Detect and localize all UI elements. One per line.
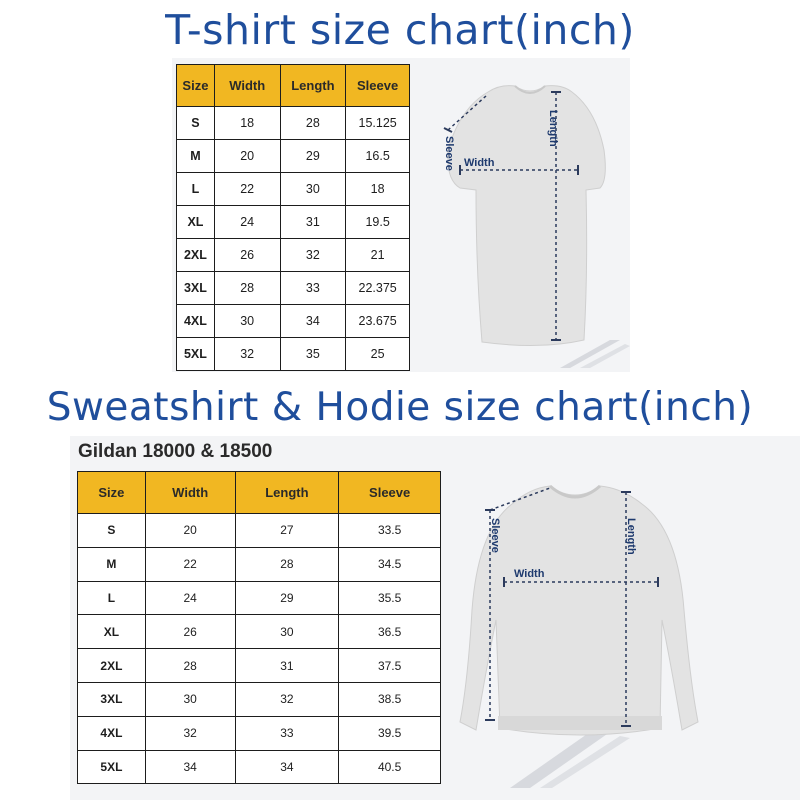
width-cell: 20: [145, 514, 235, 548]
table-row: [78, 750, 441, 784]
width-cell: 24: [214, 206, 280, 239]
width-cell: 28: [145, 649, 235, 683]
table-row: [177, 338, 410, 371]
length-cell: 34: [235, 750, 339, 784]
sleeve-cell: 37.5: [339, 649, 441, 683]
sleeve-cell: 22.375: [346, 272, 410, 305]
length-cell: 31: [280, 206, 346, 239]
table-row: [177, 239, 410, 272]
table-header-row: [78, 472, 441, 514]
table-row: [78, 716, 441, 750]
stripe-decoration: [510, 732, 630, 788]
width-label: Width: [464, 157, 495, 169]
size-cell: 3XL: [78, 682, 146, 716]
header-sleeve: Sleeve: [346, 65, 410, 107]
sleeve-cell: 34.5: [339, 547, 441, 581]
table-row: [177, 305, 410, 338]
sleeve-cell: 21: [346, 239, 410, 272]
table-row: [78, 547, 441, 581]
table-row: [177, 173, 410, 206]
width-label: Width: [514, 568, 545, 580]
tshirt-measurement-diagram: [420, 70, 630, 370]
sleeve-cell: 16.5: [346, 140, 410, 173]
length-cell: 32: [235, 682, 339, 716]
width-cell: 20: [214, 140, 280, 173]
sweatshirt-measurement-diagram: [450, 470, 750, 790]
table-row: [78, 649, 441, 683]
size-cell: XL: [78, 615, 146, 649]
width-cell: 32: [145, 716, 235, 750]
length-cell: 29: [280, 140, 346, 173]
sleeve-cell: 38.5: [339, 682, 441, 716]
width-cell: 26: [214, 239, 280, 272]
stripe-decoration: [560, 340, 630, 368]
length-cell: 27: [235, 514, 339, 548]
sleeve-cell: 18: [346, 173, 410, 206]
width-cell: 34: [145, 750, 235, 784]
width-cell: 24: [145, 581, 235, 615]
header-size: Size: [78, 472, 146, 514]
width-cell: 32: [214, 338, 280, 371]
header-length: Length: [235, 472, 339, 514]
size-cell: S: [78, 514, 146, 548]
length-label: Length: [625, 518, 637, 555]
size-cell: M: [78, 547, 146, 581]
sleeve-cell: 35.5: [339, 581, 441, 615]
sleeve-label: Sleeve: [443, 136, 455, 171]
width-cell: 26: [145, 615, 235, 649]
table-row: [78, 581, 441, 615]
table-row: [177, 272, 410, 305]
sleeve-cell: 39.5: [339, 716, 441, 750]
sleeve-cell: 40.5: [339, 750, 441, 784]
sleeve-label: Sleeve: [489, 518, 501, 553]
tshirt-illustration: [448, 86, 606, 346]
table-row: [177, 206, 410, 239]
table-row: [177, 107, 410, 140]
table-row: [78, 514, 441, 548]
width-cell: 30: [214, 305, 280, 338]
size-cell: M: [177, 140, 215, 173]
length-cell: 30: [235, 615, 339, 649]
size-cell: 5XL: [177, 338, 215, 371]
width-cell: 28: [214, 272, 280, 305]
length-cell: 33: [235, 716, 339, 750]
tshirt-chart-title: T-shirt size chart(inch): [165, 6, 635, 54]
size-cell: 4XL: [78, 716, 146, 750]
width-cell: 22: [214, 173, 280, 206]
size-cell: 4XL: [177, 305, 215, 338]
sleeve-cell: 19.5: [346, 206, 410, 239]
length-cell: 28: [280, 107, 346, 140]
sweatshirt-chart-title: Sweatshirt & Hodie size chart(inch): [46, 385, 754, 430]
length-cell: 32: [280, 239, 346, 272]
header-width: Width: [145, 472, 235, 514]
sleeve-cell: 15.125: [346, 107, 410, 140]
table-header-row: [177, 65, 410, 107]
length-cell: 28: [235, 547, 339, 581]
sleeve-cell: 25: [346, 338, 410, 371]
length-cell: 30: [280, 173, 346, 206]
table-row: [78, 615, 441, 649]
length-cell: 34: [280, 305, 346, 338]
width-cell: 22: [145, 547, 235, 581]
size-cell: L: [78, 581, 146, 615]
length-cell: 33: [280, 272, 346, 305]
size-cell: 3XL: [177, 272, 215, 305]
size-cell: 5XL: [78, 750, 146, 784]
length-cell: 35: [280, 338, 346, 371]
length-label: Length: [547, 110, 559, 147]
tshirt-size-table: [176, 64, 410, 371]
header-width: Width: [214, 65, 280, 107]
header-size: Size: [177, 65, 215, 107]
table-row: [177, 140, 410, 173]
length-cell: 31: [235, 649, 339, 683]
width-cell: 18: [214, 107, 280, 140]
size-cell: 2XL: [78, 649, 146, 683]
table-row: [78, 682, 441, 716]
size-cell: L: [177, 173, 215, 206]
sleeve-cell: 33.5: [339, 514, 441, 548]
size-cell: XL: [177, 206, 215, 239]
brand-heading: Gildan 18000 & 18500: [78, 441, 273, 462]
sweatshirt-size-table: [77, 471, 441, 784]
sleeve-cell: 23.675: [346, 305, 410, 338]
size-cell: S: [177, 107, 215, 140]
header-sleeve: Sleeve: [339, 472, 441, 514]
header-length: Length: [280, 65, 346, 107]
width-cell: 30: [145, 682, 235, 716]
sleeve-cell: 36.5: [339, 615, 441, 649]
size-cell: 2XL: [177, 239, 215, 272]
length-cell: 29: [235, 581, 339, 615]
